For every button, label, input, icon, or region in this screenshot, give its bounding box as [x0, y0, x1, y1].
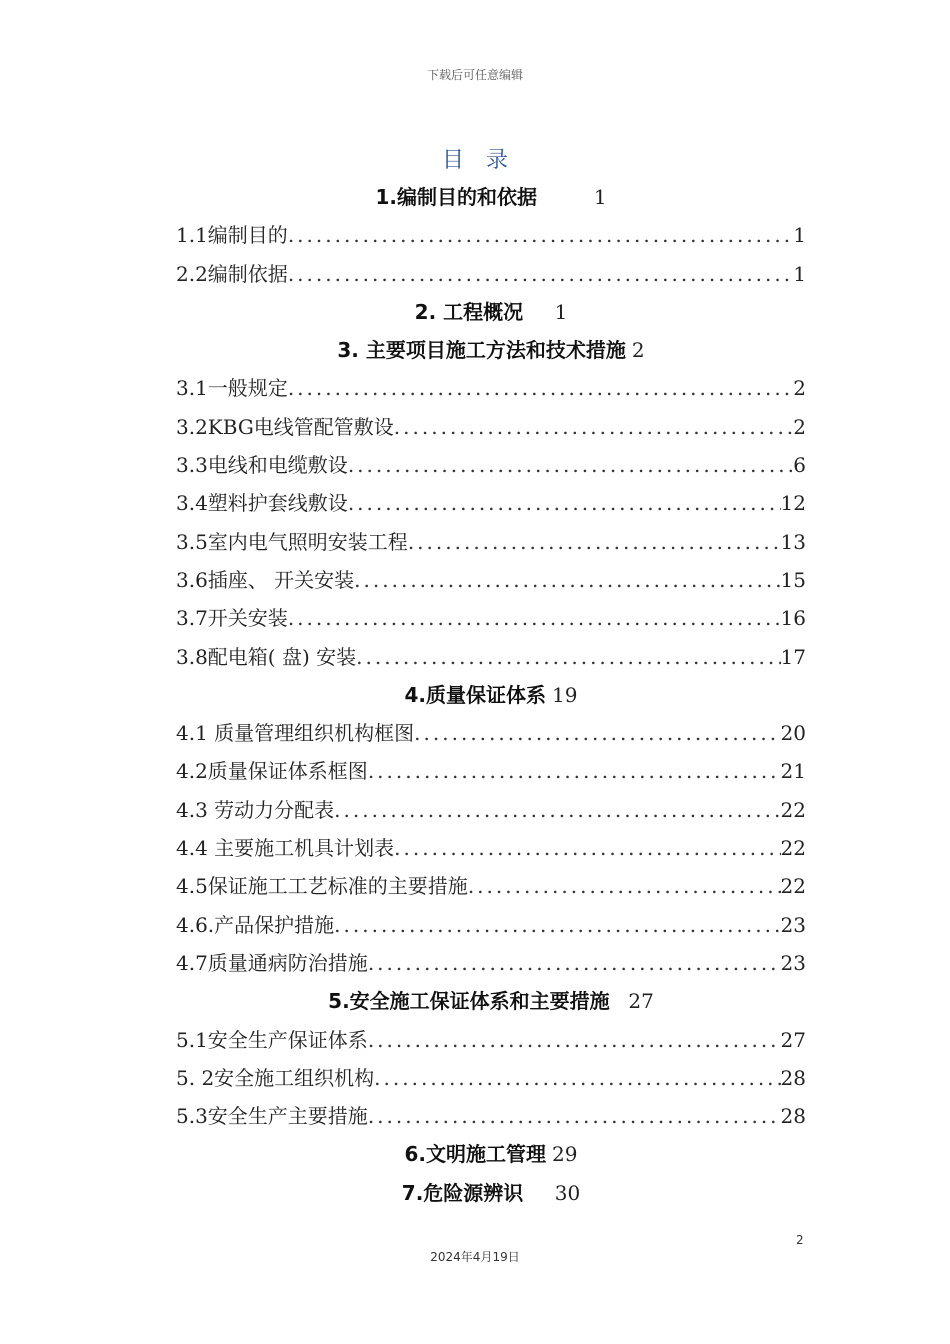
toc-leader-dots — [394, 829, 780, 867]
toc-entry[interactable] — [176, 446, 806, 484]
toc-section-heading[interactable] — [176, 1135, 806, 1173]
toc-page-number: 30 — [554, 1180, 581, 1205]
toc-entry[interactable] — [176, 906, 806, 944]
toc-title: 目录 — [441, 148, 530, 173]
toc-page-number: 28 — [780, 1065, 806, 1090]
toc-page-number: 22 — [780, 797, 806, 822]
toc-leader-dots — [374, 1059, 780, 1097]
toc-leader-dots — [394, 408, 793, 446]
toc-entry[interactable] — [176, 1021, 806, 1059]
toc-page-number: 15 — [780, 567, 806, 592]
toc-leader-dots — [368, 944, 781, 982]
toc-leader-dots — [408, 523, 781, 561]
toc-page-number: 21 — [780, 759, 806, 784]
toc-leader-dots — [356, 638, 780, 676]
toc-leader-dots — [288, 369, 793, 407]
toc-entry-title: 3.1一般规定 — [176, 376, 288, 401]
toc-entry[interactable] — [176, 944, 806, 982]
toc-entry[interactable] — [176, 216, 806, 254]
toc-page-number: 6 — [793, 453, 806, 478]
toc-page-number: 12 — [780, 491, 806, 516]
toc-entry-title: 5.3安全生产主要措施 — [176, 1104, 368, 1129]
toc-entry-title: 1.1编制目的 — [176, 223, 288, 248]
footer-date: 2024年4月19日 — [430, 1250, 520, 1264]
toc-page-number: 28 — [780, 1104, 806, 1129]
toc-page-number: 22 — [780, 874, 806, 899]
toc-page-number: 1 — [593, 185, 607, 209]
toc-section-heading[interactable] — [176, 676, 806, 714]
toc-entry[interactable] — [176, 408, 806, 446]
toc-entry-title: 4.5保证施工工艺标准的主要措施 — [176, 874, 468, 899]
toc-page-number: 2 — [793, 414, 806, 439]
toc-entry-title: 3.6插座、 开关安装 — [176, 567, 355, 592]
toc-page-number: 1 — [793, 261, 806, 286]
toc-entry-title: 7.危险源辨识 — [401, 1180, 524, 1205]
toc-entry-title: 3.4塑料护套线敷设 — [176, 491, 348, 516]
toc-page-number: 1 — [793, 223, 806, 248]
toc-page-number: 13 — [780, 529, 806, 554]
toc-leader-dots — [334, 906, 780, 944]
toc-entry[interactable] — [176, 752, 806, 790]
toc-entry[interactable] — [176, 714, 806, 752]
toc-entry[interactable] — [176, 638, 806, 676]
toc-entry-title: 4.3 劳动力分配表 — [176, 797, 335, 822]
toc-page-number: 29 — [552, 1142, 578, 1167]
toc-section-heading[interactable] — [176, 293, 806, 331]
page-header: 下载后可任意编辑 — [426, 68, 523, 82]
toc-entry-title: 3.3电线和电缆敷设 — [176, 453, 348, 478]
toc-entry-title: 5.1安全生产保证体系 — [176, 1027, 368, 1052]
toc-entry-title: 3.2KBG电线管配管敷设 — [176, 414, 394, 439]
toc-gap — [537, 185, 588, 209]
toc-page-number: 27 — [780, 1027, 806, 1052]
toc-entry[interactable] — [176, 369, 806, 407]
toc-page-number: 16 — [780, 606, 806, 631]
toc-entry-title: 4.4 主要施工机具计划表 — [176, 836, 395, 861]
toc-gap — [610, 989, 623, 1013]
toc-entry-title: 2.2编制依据 — [176, 261, 288, 286]
toc-leader-dots — [368, 1021, 781, 1059]
toc-entry[interactable] — [176, 523, 806, 561]
toc-leader-dots — [334, 791, 780, 829]
toc-entry-title: 6.文明施工管理 — [404, 1142, 547, 1167]
toc-gap — [523, 300, 548, 324]
toc-entry[interactable] — [176, 484, 806, 522]
toc-entry-title: 4.质量保证体系 — [404, 682, 547, 707]
toc-entry-title: 4.6.产品保护措施 — [176, 912, 335, 937]
toc-leader-dots — [348, 446, 793, 484]
toc-leader-dots — [354, 561, 780, 599]
toc-page-number: 17 — [780, 644, 806, 669]
toc-entry[interactable] — [176, 1059, 806, 1097]
toc-gap — [523, 1181, 548, 1205]
toc-page-number: 19 — [552, 682, 578, 707]
toc-leader-dots — [414, 714, 780, 752]
toc-entry-title: 5. 2安全施工组织机构 — [176, 1065, 375, 1090]
toc-leader-dots — [468, 867, 781, 905]
toc-entry[interactable] — [176, 255, 806, 293]
toc-entry-title: 5.安全施工保证体系和主要措施 — [328, 989, 610, 1014]
toc-entry-title: 2. 工程概况 — [414, 299, 524, 324]
toc-page-number: 20 — [780, 721, 806, 746]
toc-entry[interactable] — [176, 867, 806, 905]
toc-page-number: 23 — [780, 912, 806, 937]
toc-section-heading[interactable] — [176, 331, 806, 369]
toc-entry-title: 4.7质量通病防治措施 — [176, 950, 368, 975]
toc-section-heading[interactable] — [176, 1174, 806, 1212]
toc-entry-title: 3.8配电箱( 盘) 安装 — [176, 644, 357, 669]
table-of-contents — [176, 178, 806, 1212]
toc-page-number: 2 — [793, 376, 806, 401]
toc-page-number: 1 — [554, 299, 568, 324]
toc-leader-dots — [288, 255, 793, 293]
toc-leader-dots — [288, 599, 781, 637]
toc-entry-title: 3.5室内电气照明安装工程 — [176, 529, 408, 554]
toc-page-number: 27 — [628, 989, 654, 1014]
toc-leader-dots — [348, 484, 781, 522]
toc-entry-title: 4.1 质量管理组织机构框图 — [176, 721, 415, 746]
toc-page-number: 23 — [780, 950, 806, 975]
page-number: 2 — [796, 1233, 804, 1247]
toc-entry-title: 3.7开关安装 — [176, 606, 288, 631]
toc-entry[interactable] — [176, 599, 806, 637]
toc-page-number: 22 — [780, 836, 806, 861]
toc-entry-title: 4.2质量保证体系框图 — [176, 759, 368, 784]
toc-entry-title: 3. 主要项目施工方法和技术措施 — [337, 338, 626, 363]
toc-leader-dots — [368, 752, 781, 790]
toc-entry[interactable] — [176, 561, 806, 599]
toc-leader-dots — [368, 1097, 781, 1135]
toc-leader-dots — [288, 216, 793, 254]
toc-entry[interactable] — [176, 829, 806, 867]
toc-section-heading[interactable] — [176, 982, 806, 1020]
toc-entry-title: 1.编制目的和依据 — [375, 185, 537, 209]
toc-page-number: 2 — [631, 338, 645, 363]
toc-entry[interactable] — [176, 791, 806, 829]
toc-section-heading[interactable] — [176, 178, 806, 216]
toc-entry[interactable] — [176, 1097, 806, 1135]
